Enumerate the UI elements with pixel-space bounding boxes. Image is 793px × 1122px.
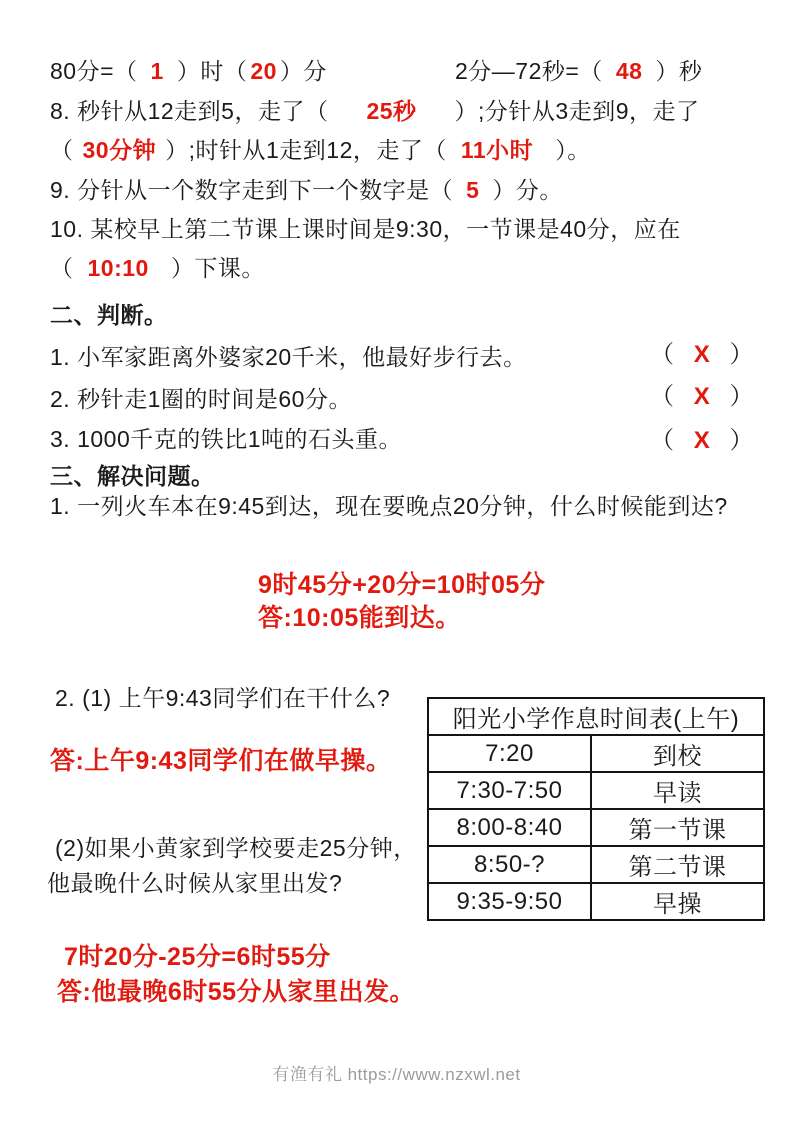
table-row — [428, 883, 764, 920]
q7-right-pre: 2分—72秒=（ — [455, 58, 603, 84]
problem-2-part2-answer: 答:他最晚6时55分从家里出发。 — [57, 978, 416, 1006]
judgment-item-2 — [50, 383, 754, 414]
q7-right-post: ）秒 — [655, 58, 703, 84]
judgment-1-mark-group — [650, 340, 754, 370]
problem-1-text: 1. 一列火车本在9:45到达，现在要晚点20分钟，什么时候能到达? — [50, 493, 728, 519]
schedule-activity: 到校 — [591, 735, 764, 772]
judgment-1-mark: X — [693, 341, 711, 368]
judgment-item-3 — [50, 424, 754, 454]
schedule-activity: 早操 — [591, 883, 764, 920]
schedule-activity: 早读 — [591, 772, 764, 809]
judgment-2-mark-group — [650, 382, 754, 412]
q8-answer-minutes: 30分钟 — [82, 137, 157, 163]
section2-heading: 二、判断。 — [50, 302, 168, 328]
q7-left-post: ）分 — [279, 58, 327, 84]
q7-right — [455, 56, 702, 86]
q10-l1-text: 10. 某校早上第二节课上课时间是9:30，一节课是40分，应在 — [50, 216, 681, 242]
table-row — [428, 772, 764, 809]
schedule-activity: 第一节课 — [591, 809, 764, 846]
section3-heading: 三、解决问题。 — [50, 463, 215, 489]
question-8-line2 — [50, 135, 591, 165]
problem-2-part1-text: 2. (1) 上午9:43同学们在干什么? — [55, 685, 391, 711]
q8-l2-post: ）。 — [555, 137, 591, 163]
schedule-table — [427, 697, 765, 921]
footer-watermark: 有渔有礼 https://www.nzxwl.net — [272, 1065, 521, 1084]
q9-post: ）分。 — [492, 177, 563, 203]
paren-open: （ — [650, 427, 675, 454]
schedule-time: 7:30-7:50 — [428, 772, 591, 809]
q8-l2-mid: ）;时针从1走到12，走了（ — [165, 137, 447, 163]
schedule-table-title: 阳光小学作息时间表(上午) — [428, 698, 764, 735]
schedule-activity: 第二节课 — [591, 846, 764, 883]
question-8-line1 — [50, 96, 700, 126]
paren-open: （ — [650, 341, 675, 368]
q8-answer-hours: 11小时 — [460, 137, 534, 163]
problem-2-part2-line2: 他最晚什么时候从家里出发? — [47, 870, 343, 896]
schedule-time: 9:35-9:50 — [428, 883, 591, 920]
judgment-1-text: 1. 小军家距离外婆家20千米，他最好步行去。 — [50, 344, 527, 370]
paren-open: （ — [650, 383, 675, 410]
q8-l1-pre: 8. 秒针从12走到5，走了（ — [50, 98, 329, 124]
paren-close: ） — [729, 341, 754, 368]
question-10-line1 — [50, 214, 681, 244]
schedule-time: 8:50-? — [428, 846, 591, 883]
table-row — [428, 846, 764, 883]
q7-right-answer: 48 — [615, 58, 643, 84]
q10-l2-pre: （ — [50, 255, 74, 281]
paren-close: ） — [729, 427, 754, 454]
q9-pre: 9. 分针从一个数字走到下一个数字是（ — [50, 177, 454, 203]
q7-left-pre: 80分=（ — [50, 58, 138, 84]
problem-2-part2-work: 7时20分-25分=6时55分 — [64, 943, 331, 971]
problem-1-answer: 答:10:05能到达。 — [258, 604, 461, 632]
judgment-item-1 — [50, 341, 754, 372]
q10-answer-time: 10:10 — [87, 255, 149, 281]
schedule-time: 8:00-8:40 — [428, 809, 591, 846]
question-9 — [50, 175, 563, 205]
problem-2-part1-answer: 答:上午9:43同学们在做早操。 — [50, 747, 392, 775]
fill-line-unit-conversion — [50, 56, 703, 86]
schedule-time: 7:20 — [428, 735, 591, 772]
q8-l1-post: ）;分针从3走到9，走了 — [454, 98, 700, 124]
q8-answer-seconds: 25秒 — [366, 98, 417, 124]
q7-left-answer-2: 20 — [250, 58, 277, 84]
q9-answer: 5 — [466, 177, 480, 203]
judgment-3-mark: X — [693, 427, 711, 454]
problem-1-work: 9时45分+20分=10时05分 — [258, 571, 546, 599]
problem-2-part2-line1: (2)如果小黄家到学校要走25分钟， — [55, 835, 417, 861]
q7-left-answer-1: 1 — [150, 58, 164, 84]
q7-left-mid: ）时（ — [176, 58, 248, 84]
table-row — [428, 809, 764, 846]
question-10-line2 — [50, 253, 265, 283]
judgment-2-text: 2. 秒针走1圈的时间是60分。 — [50, 386, 352, 412]
schedule-title-row — [428, 698, 764, 735]
judgment-3-mark-group — [650, 426, 754, 456]
paren-close: ） — [729, 383, 754, 410]
judgment-3-text: 3. 1000千克的铁比1吨的石头重。 — [50, 426, 403, 452]
table-row — [428, 735, 764, 772]
judgment-2-mark: X — [693, 383, 711, 410]
q8-l2-pre: （ — [50, 137, 74, 163]
q10-l2-post: ）下课。 — [170, 255, 265, 281]
